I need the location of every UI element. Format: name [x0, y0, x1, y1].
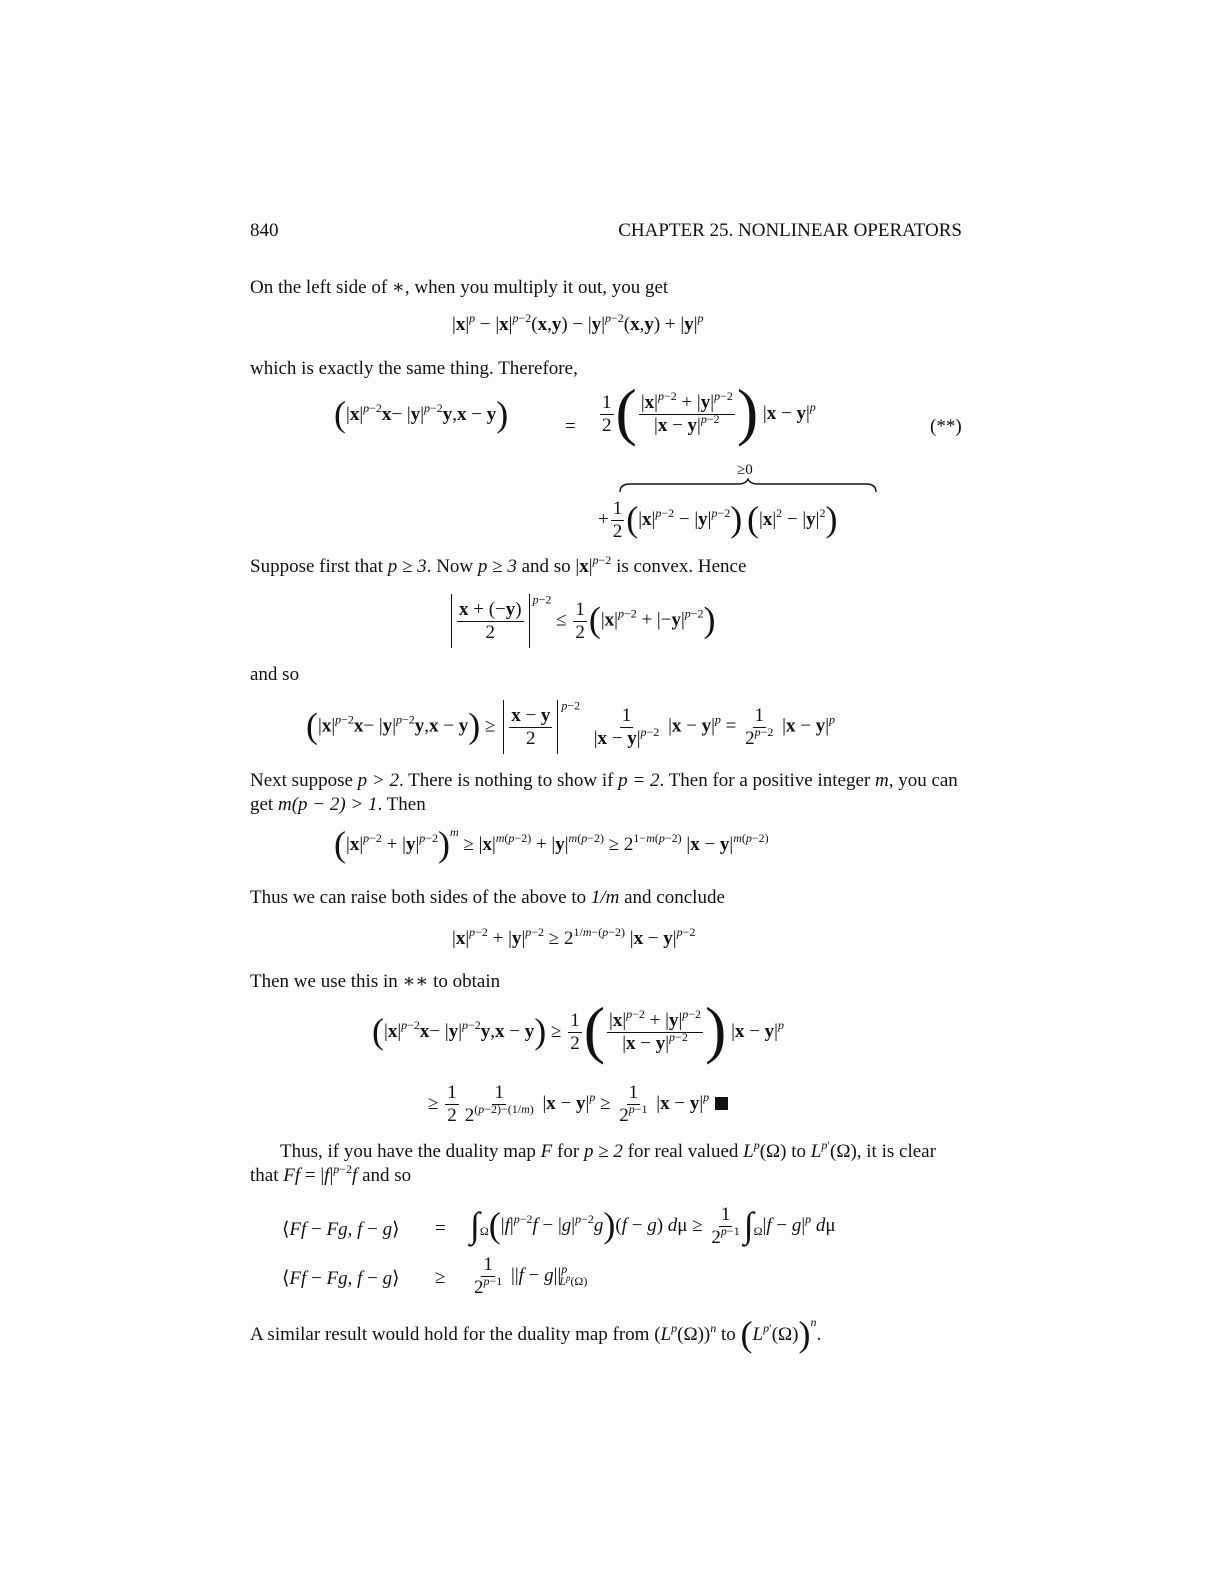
equation-p3-bound: $(|x|^{p-2}x- |y|^{p-2}y,x - y)$ ≥ $\frac{x - y}{2}$ $^{p-2}$ $\frac{1}{|x - y|^{p-2}}$ $|x - y|^p$ = $\frac{1}{2^{p-2}}$ $|x - y|^p$	[306, 700, 835, 754]
equation-root-m: $|x|^{p-2} + |y|^{p-2} \ge 2^{1/m-(p-2)}$ $|x - y|^{p-2}$	[452, 925, 696, 949]
equation-power-m: $(|x|^{p-2} + |y|^{p-2})^m \ge |x|^{m(p-2)} + |y|^{m(p-2)} \ge 2^{1-m(p-2)}$ $|x - y|^{m(p-2)}$	[334, 824, 769, 864]
equation-integral-rhs1: $\int_\Omega(|f|^{p-2}f - |g|^{p-2}g)(f - g) d\mu$ ≥ $\frac{1}{2^{p-1}}$ $\int_\Omega|f - g|^p$ dμ	[470, 1204, 836, 1248]
paragraph-use-in-double-star: Then we use this in ∗∗ to obtain	[250, 971, 501, 992]
equation-integral-line1: ⟨Ff − Fg, f − g⟩	[282, 1219, 400, 1240]
paragraph-raise-both-sides: Thus we can raise both sides of the above to 1/m and conclude	[250, 887, 725, 908]
equation-obtain-line1: $(|x|^{p-2}x- |y|^{p-2}y,x - y)$ ≥ $\frac{1}{2}$ ( $\frac{|x|^{p-2} + |y|^{p-2}}{|x - y|^{p-2}}$ ) $|x - y|^p$	[372, 993, 784, 1065]
chapter-title: CHAPTER 25. NONLINEAR OPERATORS	[618, 220, 962, 241]
equation-integral-rhs2: $\frac{1}{2^{p-1}}$ $||f - g||^p_{L^p(\Omega)}$	[474, 1254, 588, 1298]
paragraph-duality-map: Thus, if you have the duality map F for p ≥ 2 for real valued $L^p(\Omega)$ to $L^{p'}(\Omega)$, it is clear that $Ff = |f|^{p-2}f$ and so	[250, 1138, 936, 1186]
underbrace-label: ≥0	[737, 462, 753, 478]
paragraph-same-thing: which is exactly the same thing. Therefore,	[250, 358, 578, 379]
equation-integral-eq-sign: =	[435, 1218, 446, 1239]
paragraph-and-so: and so	[250, 664, 300, 685]
equation-convexity: $\frac{x + (-y)}{2}$ $^{p-2}$ ≤ $\frac{1}{2}$ $(|x|^{p-2} + |-y|^{p-2})$	[448, 594, 716, 648]
equation-double-star-equals: =	[565, 416, 576, 437]
equation-double-star-rhs: $\frac{1}{2}$ ( $\frac{|x|^{p-2} + |y|^{p-2}}{|x - y|^{p-2}}$ ) $|x - y|^p$	[602, 375, 816, 447]
paragraph-multiply-out: On the left side of ∗, when you multiply it out, you get	[250, 277, 669, 298]
paragraph-similar-result: A similar result would hold for the duality map from $(L^p(\Omega))^n$ to $(L^{p'}(\Omega))^n$.	[250, 1314, 822, 1354]
page-number: 840	[250, 220, 279, 241]
paragraph-suppose-p3: Suppose first that p ≥ 3. Now p ≥ 3 and so $|x|^{p-2}$ is convex. Hence	[250, 553, 747, 577]
equation-integral-geq-sign: ≥	[435, 1267, 446, 1288]
equation-tag: (**)	[930, 416, 962, 437]
equation-double-star-lhs: $(|x|^{p-2}x- |y|^{p-2}y,x - y)$	[334, 394, 509, 434]
equation-expansion: $|x|^p - |x|^{p-2}(x,y) - |y|^{p-2}(x,y) + |y|^p$	[452, 311, 704, 335]
equation-double-star-second-line: + $\frac{1}{2}$ $(|x|^{p-2} - |y|^{p-2}) (|x|^2 - |y|^2)$	[598, 498, 838, 542]
equation-integral-line2: ⟨Ff − Fg, f − g⟩	[282, 1268, 400, 1289]
paragraph-next-suppose: Next suppose p > 2. There is nothing to show if p = 2. Then for a positive integer m, you can get m(p − 2) > 1. Then	[250, 770, 958, 815]
qed-square-icon	[715, 1097, 728, 1110]
equation-obtain-line2: ≥ $\frac{1}{2}$ $\frac{1}{2^{(p-2)-(1/m)}}$ $|x - y|^p$ ≥ $\frac{1}{2^{p-1}}$ $|x - y|^p$	[428, 1082, 728, 1127]
overbrace-icon	[618, 478, 878, 494]
